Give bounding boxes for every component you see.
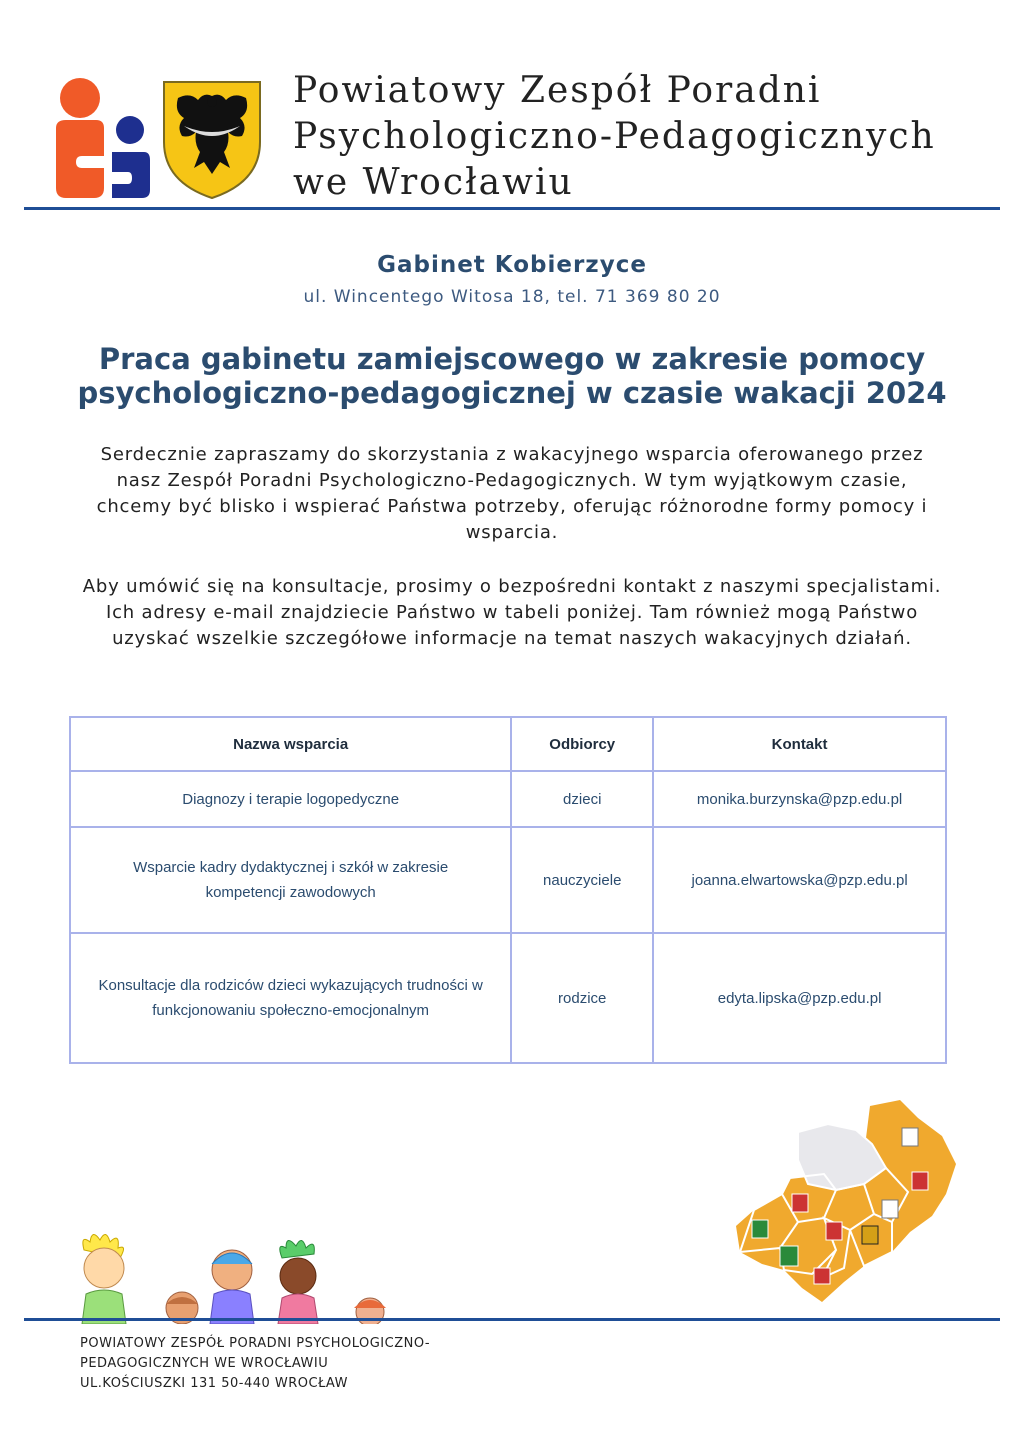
- footer-line: PEDAGOGICZNYCH WE WROCŁAWIU: [80, 1356, 329, 1371]
- office-name: Gabinet Kobierzyce: [377, 252, 647, 278]
- contact-paragraph: Aby umówić się na konsultacje, prosimy o bezpośredni kontakt z naszymi specjalistami. Ich adresy e-mail znajdziecie Państwo w tabeli poniżej. Tam również mogą Państwo uzyskać wszelkie szczegółowe informacje na temat naszych wakacyjnych działań.: [82, 576, 942, 649]
- column-header-contact: Kontakt: [653, 717, 946, 771]
- footer-line: POWIATOWY ZESPÓŁ PORADNI PSYCHOLOGICZNO-: [80, 1336, 431, 1351]
- organization-title: Powiatowy Zespół Poradni Psychologiczno-Pedagogicznych we Wrocławiu: [293, 70, 936, 203]
- contact-email-link[interactable]: monika.burzynska@pzp.edu.pl: [653, 771, 946, 827]
- coat-of-arms-icon: [160, 78, 264, 200]
- header-divider: [24, 207, 1000, 210]
- table-row: [70, 827, 946, 933]
- support-table: [69, 716, 947, 1064]
- district-map-icon: [732, 1098, 958, 1304]
- contact-email-link[interactable]: joanna.elwartowska@pzp.edu.pl: [653, 827, 946, 933]
- support-name-cell: Diagnozy i terapie logopedyczne: [70, 771, 511, 827]
- footer-address: [80, 1334, 430, 1394]
- column-header-audience: Odbiorcy: [511, 717, 653, 771]
- audience-cell: rodzice: [511, 933, 653, 1063]
- contact-email-link[interactable]: edyta.lipska@pzp.edu.pl: [653, 933, 946, 1063]
- children-illustration-icon: [70, 1228, 410, 1324]
- audience-cell: dzieci: [511, 771, 653, 827]
- page-heading-line1: Praca gabinetu zamiejscowego w zakresie pomocy: [98, 342, 926, 376]
- support-name-cell: Wsparcie kadry dydaktycznej i szkół w zakresie kompetencji zawodowych: [70, 827, 511, 933]
- footer-line: UL.KOŚCIUSZKI 131 50-440 WROCŁAW: [80, 1376, 348, 1391]
- audience-cell: nauczyciele: [511, 827, 653, 933]
- table-row: [70, 933, 946, 1063]
- pzpp-logo-icon: [52, 76, 152, 200]
- table-row: [70, 771, 946, 827]
- column-header-name: Nazwa wsparcia: [70, 717, 511, 771]
- support-name-cell: Konsultacje dla rodziców dzieci wykazujących trudności w funkcjonowaniu społeczno-emocjonalnym: [70, 933, 511, 1063]
- office-address: ul. Wincentego Witosa 18, tel. 71 369 80 20: [303, 287, 721, 307]
- page-heading-line2: psychologiczno-pedagogicznej w czasie wakacji 2024: [77, 376, 947, 410]
- table-header-row: [70, 717, 946, 771]
- footer-divider: [24, 1318, 1000, 1321]
- intro-paragraph: Serdecznie zapraszamy do skorzystania z wakacyjnego wsparcia oferowanego przez nasz Zespół Poradni Psychologiczno-Pedagogicznych. W tym wyjątkowym czasie, chcemy być blisko i wspierać Państwa potrzeby, oferując różnorodne formy pomocy i wsparcia.: [96, 444, 928, 543]
- page-heading: [40, 342, 984, 410]
